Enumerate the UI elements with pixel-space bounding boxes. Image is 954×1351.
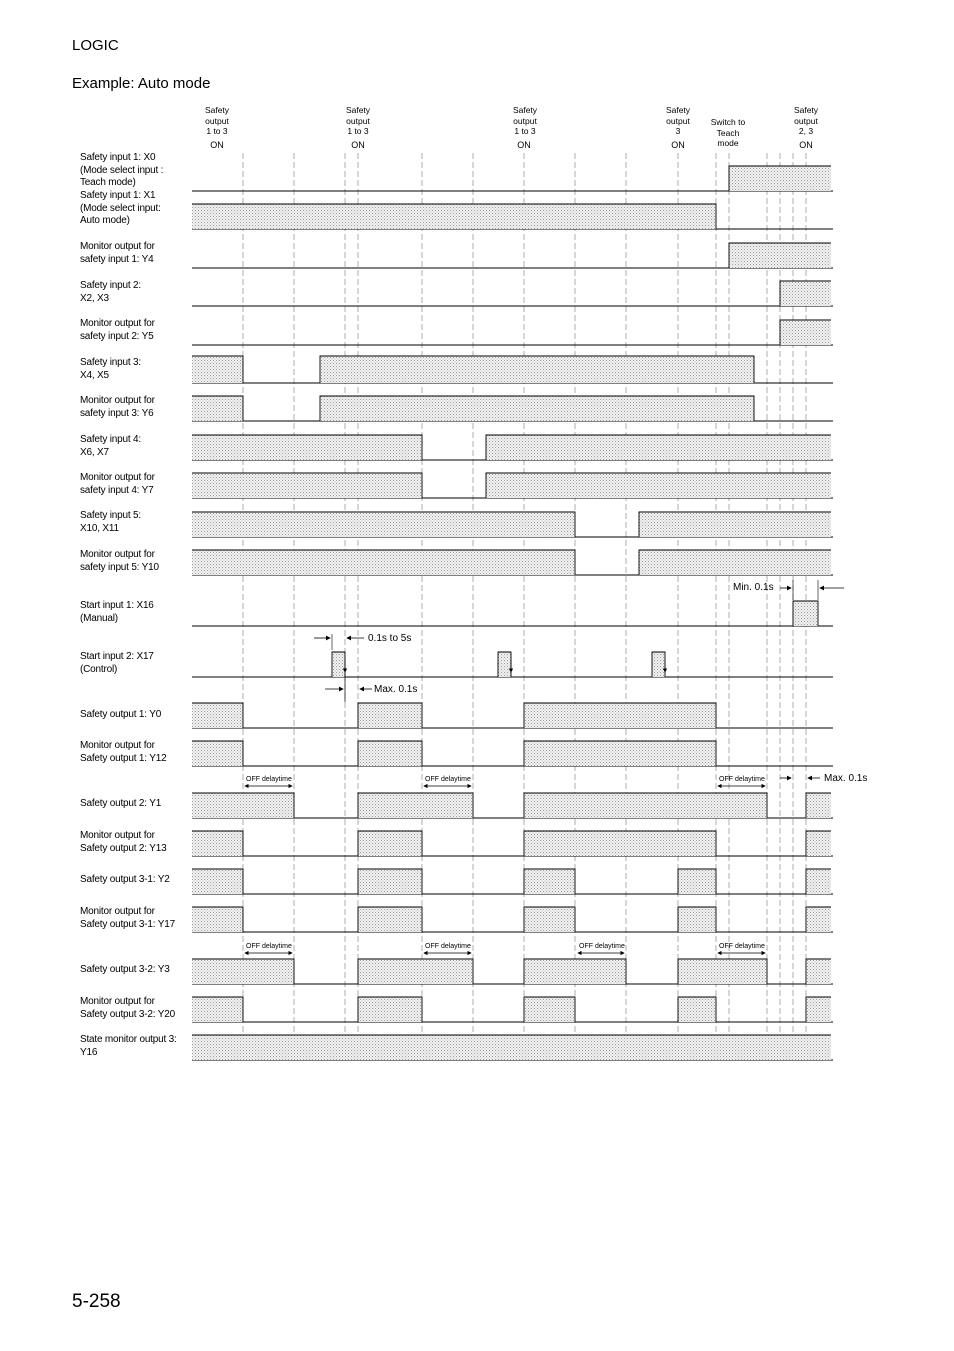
- off-delay-label-7: OFF delaytime: [719, 943, 765, 950]
- header-state-6: ON: [799, 140, 813, 150]
- signal-pulse: [806, 831, 831, 856]
- off-delay-label-2: OFF delaytime: [425, 776, 471, 783]
- signal-pulse: [678, 997, 716, 1022]
- signal-pulse: [192, 793, 294, 818]
- signal-label-y12: Monitor output for Safety output 1: Y12: [80, 740, 167, 764]
- off-delay-label-5: OFF delaytime: [425, 943, 471, 950]
- signal-pulse: [192, 831, 243, 856]
- signal-pulse: [358, 959, 473, 984]
- signal-pulse: [358, 703, 422, 728]
- signal-label-x2-x3: Safety input 2: X2, X3: [80, 280, 141, 304]
- waveform-row: [192, 741, 833, 766]
- signal-pulse: [192, 1035, 831, 1060]
- signal-pulse: [524, 703, 716, 728]
- signal-pulse: [320, 396, 754, 421]
- header-state-3: ON: [517, 140, 531, 150]
- header-event-4: Safety output 3: [665, 105, 691, 136]
- waveform-row: [192, 959, 833, 984]
- start-delay-annotation: [325, 675, 417, 702]
- signal-pulse: [524, 793, 767, 818]
- waveform-row: [192, 703, 833, 728]
- signal-pulse: [806, 997, 831, 1022]
- signal-pulse: [806, 959, 831, 984]
- signal-pulse: [192, 356, 243, 383]
- min-time-annotation: [733, 580, 844, 600]
- signal-label-y2: Safety output 3-1: Y2: [80, 874, 170, 885]
- waveform-row: [192, 652, 833, 677]
- signal-pulse: [192, 550, 575, 575]
- signal-pulse: [652, 652, 665, 677]
- signal-pulse: [320, 356, 754, 383]
- signal-pulse: [192, 204, 716, 229]
- signal-pulse: [358, 997, 422, 1022]
- signal-label-x16: Start input 1: X16 (Manual): [80, 600, 154, 624]
- signal-pulse: [780, 320, 831, 345]
- header-event-5: Switch to Teach mode: [710, 117, 746, 148]
- signal-waveforms: [192, 166, 833, 1060]
- signal-pulse: [358, 869, 422, 894]
- signal-pulse: [524, 869, 575, 894]
- signal-label-y0: Safety output 1: Y0: [80, 709, 162, 720]
- signal-pulse: [639, 550, 831, 575]
- signal-pulse: [524, 997, 575, 1022]
- header-event-3: Safety output 1 to 3: [512, 105, 538, 136]
- signal-label-y6: Monitor output for safety input 3: Y6: [80, 395, 155, 419]
- start-delay-label: Max. 0.1s: [374, 684, 418, 695]
- signal-pulse: [524, 907, 575, 932]
- signal-label-x4-x5: Safety input 3: X4, X5: [80, 357, 141, 381]
- signal-pulse: [192, 869, 243, 894]
- header-event-1: Safety output 1 to 3: [204, 105, 230, 136]
- signal-pulse: [358, 831, 422, 856]
- waveform-row: [192, 320, 833, 345]
- off-delay-label-6: OFF delaytime: [579, 943, 625, 950]
- waveform-row: [192, 396, 833, 421]
- signal-pulse: [192, 997, 243, 1022]
- output-delay-label: Max. 0.1s: [824, 773, 868, 784]
- signal-label-y5: Monitor output for safety input 2: Y5: [80, 318, 155, 342]
- waveform-row: [192, 793, 833, 818]
- signal-pulse: [358, 907, 422, 932]
- signal-label-y20: Monitor output for Safety output 3-2: Y20: [80, 996, 175, 1020]
- waveform-row: [192, 166, 833, 191]
- waveform-row: [192, 356, 833, 383]
- signal-label-y10: Monitor output for safety input 5: Y10: [80, 549, 159, 573]
- signal-label-y3: Safety output 3-2: Y3: [80, 964, 170, 975]
- signal-label-x6-x7: Safety input 4: X6, X7: [80, 434, 141, 458]
- signal-label-y17: Monitor output for Safety output 3-1: Y17: [80, 906, 175, 930]
- waveform-row: [192, 243, 833, 268]
- signal-pulse: [192, 741, 243, 766]
- signal-pulse: [806, 793, 831, 818]
- signal-pulse: [192, 703, 243, 728]
- waveform-row: [192, 512, 833, 537]
- signal-label-x17: Start input 2: X17 (Control): [80, 651, 154, 675]
- signal-pulse: [486, 435, 831, 460]
- signal-label-x1: Safety input 1: X1 (Mode select input: Auto mode): [80, 190, 161, 226]
- signal-pulse: [192, 512, 575, 537]
- signal-pulse: [639, 512, 831, 537]
- waveform-row: [192, 550, 833, 575]
- signal-pulse: [332, 652, 345, 677]
- signal-pulse: [729, 166, 831, 191]
- signal-pulse: [678, 907, 716, 932]
- signal-pulse: [498, 652, 511, 677]
- signal-label-y1: Safety output 2: Y1: [80, 798, 162, 809]
- off-delay-label-4: OFF delaytime: [246, 943, 292, 950]
- signal-label-y13: Monitor output for Safety output 2: Y13: [80, 830, 167, 854]
- signal-pulse: [192, 396, 243, 421]
- signal-pulse: [192, 959, 294, 984]
- signal-pulse: [358, 741, 422, 766]
- pulse-width-label: 0.1s to 5s: [368, 633, 412, 644]
- waveform-row: [192, 831, 833, 856]
- waveform-row: [192, 435, 833, 460]
- off-delay-label-1: OFF delaytime: [246, 776, 292, 783]
- signal-pulse: [524, 831, 716, 856]
- waveform-row: [192, 1035, 833, 1060]
- page-number: 5-258: [72, 1291, 121, 1312]
- signal-pulse: [806, 869, 831, 894]
- pulse-width-annotation: [314, 633, 411, 650]
- signal-pulse: [678, 959, 767, 984]
- waveform-row: [192, 997, 833, 1022]
- signal-label-y4: Monitor output for safety input 1: Y4: [80, 241, 155, 265]
- signal-pulse: [486, 473, 831, 498]
- waveform-row: [192, 204, 833, 229]
- signal-pulse: [524, 741, 716, 766]
- signal-pulse: [192, 473, 422, 498]
- waveform-row: [192, 907, 833, 932]
- header-state-4: ON: [671, 140, 685, 150]
- signal-pulse: [358, 793, 473, 818]
- min-time-label: Min. 0.1s: [733, 582, 774, 593]
- signal-pulse: [192, 435, 422, 460]
- signal-label-y16: State monitor output 3: Y16: [80, 1034, 177, 1058]
- signal-pulse: [678, 869, 716, 894]
- signal-pulse: [806, 907, 831, 932]
- header-event-6: Safety output 2, 3: [793, 105, 819, 136]
- header-event-2: Safety output 1 to 3: [345, 105, 371, 136]
- header-state-2: ON: [351, 140, 365, 150]
- signal-label-x10-x11: Safety input 5: X10, X11: [80, 510, 141, 534]
- signal-pulse: [192, 907, 243, 932]
- waveform-row: [192, 601, 833, 626]
- signal-label-y7: Monitor output for safety input 4: Y7: [80, 472, 155, 496]
- signal-label-x0: Safety input 1: X0 (Mode select input : Teach mode): [80, 152, 164, 188]
- signal-pulse: [729, 243, 831, 268]
- signal-pulse: [780, 281, 831, 306]
- signal-pulse: [524, 959, 626, 984]
- off-delay-label-3: OFF delaytime: [719, 776, 765, 783]
- header-state-1: ON: [210, 140, 224, 150]
- waveform-row: [192, 473, 833, 498]
- waveform-row: [192, 281, 833, 306]
- waveform-row: [192, 869, 833, 894]
- example-title: Example: Auto mode: [72, 75, 211, 92]
- signal-pulse: [793, 601, 818, 626]
- section-title: LOGIC: [72, 37, 119, 54]
